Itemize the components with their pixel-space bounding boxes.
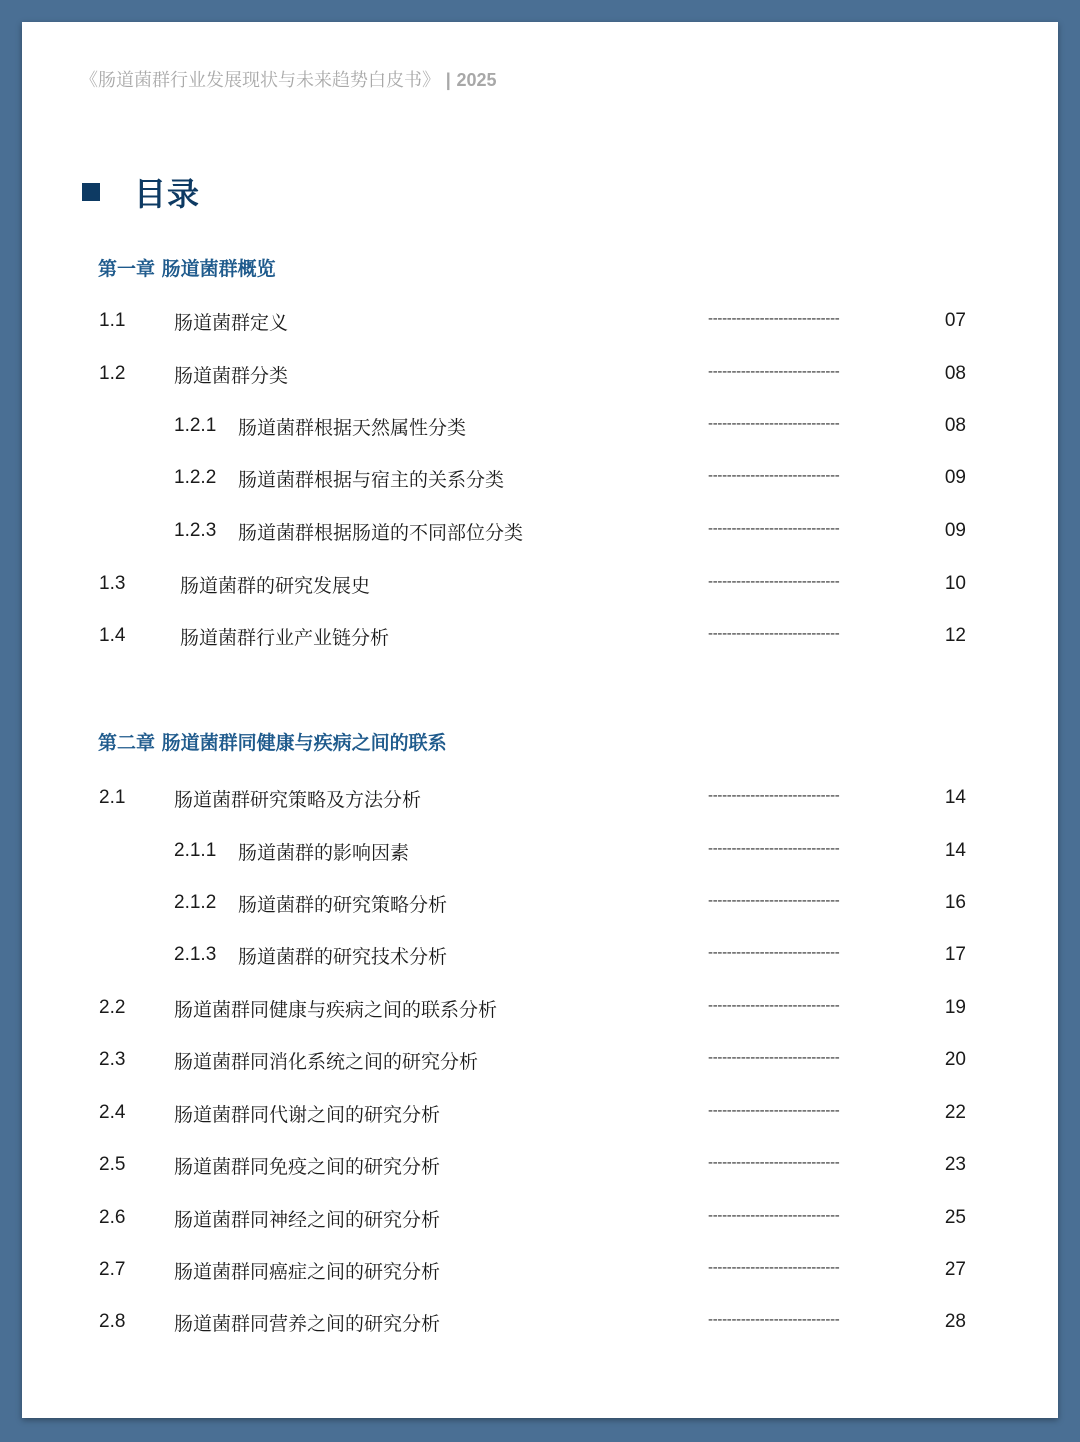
- entry-page-number: 12: [944, 625, 966, 646]
- toc-heading: [82, 170, 200, 214]
- entry-label: 肠道菌群的研究发展史: [180, 575, 371, 597]
- entry-page-number: 14: [944, 840, 966, 861]
- entry-page-number: 19: [944, 997, 966, 1018]
- entry-number: 1.4: [99, 625, 126, 646]
- entry-page-number: 23: [944, 1154, 966, 1175]
- entry-label: 肠道菌群根据天然属性分类: [238, 417, 467, 439]
- entry-label: 肠道菌群的研究技术分析: [238, 946, 448, 968]
- header-doc-title: 《肠道菌群行业发展现状与未来趋势白皮书》: [80, 70, 440, 91]
- dot-leader: ----------------------------: [708, 573, 840, 590]
- entry-page-number: 27: [944, 1259, 966, 1280]
- toc-entry[interactable]: [22, 569, 1058, 601]
- entry-page-number: 16: [944, 892, 966, 913]
- toc-entry[interactable]: [22, 888, 1058, 920]
- entry-label: 肠道菌群的研究策略分析: [238, 894, 448, 916]
- entry-label: 肠道菌群行业产业链分析: [180, 627, 390, 649]
- entry-number: 2.7: [99, 1259, 126, 1280]
- dot-leader: ----------------------------: [708, 1311, 840, 1328]
- chapter-2-title: 第二章 肠道菌群同健康与疾病之间的联系: [98, 732, 447, 754]
- toc-entry[interactable]: [22, 1203, 1058, 1235]
- entry-page-number: 17: [944, 944, 966, 965]
- entry-number: 2.1.3: [174, 944, 217, 965]
- toc-entry[interactable]: [22, 1255, 1058, 1287]
- chapter-1-title: 第一章 肠道菌群概览: [98, 258, 276, 280]
- dot-leader: ----------------------------: [708, 1154, 840, 1171]
- entry-page-number: 09: [944, 467, 966, 488]
- dot-leader: ----------------------------: [708, 310, 840, 327]
- entry-page-number: 25: [944, 1207, 966, 1228]
- entry-label: 肠道菌群同代谢之间的研究分析: [174, 1104, 441, 1126]
- entry-number: 2.8: [99, 1311, 126, 1332]
- toc-entry[interactable]: [22, 1150, 1058, 1182]
- dot-leader: ----------------------------: [708, 363, 840, 380]
- entry-label: 肠道菌群定义: [174, 312, 289, 334]
- running-header: [80, 66, 497, 92]
- entry-label: 肠道菌群同健康与疾病之间的联系分析: [174, 999, 498, 1021]
- entry-number: 2.2: [99, 997, 126, 1018]
- entry-page-number: 08: [944, 415, 966, 436]
- entry-page-number: 14: [944, 787, 966, 808]
- entry-label: 肠道菌群的影响因素: [238, 842, 410, 864]
- toc-entry[interactable]: [22, 993, 1058, 1025]
- toc-entry[interactable]: [22, 359, 1058, 391]
- entry-number: 2.3: [99, 1049, 126, 1070]
- entry-label: 肠道菌群同癌症之间的研究分析: [174, 1261, 441, 1283]
- dot-leader: ----------------------------: [708, 1259, 840, 1276]
- entry-page-number: 28: [944, 1311, 966, 1332]
- entry-page-number: 09: [944, 520, 966, 541]
- entry-page-number: 08: [944, 363, 966, 384]
- entry-page-number: 20: [944, 1049, 966, 1070]
- entry-page-number: 07: [944, 310, 966, 331]
- toc-entry[interactable]: [22, 1098, 1058, 1130]
- entry-number: 2.1.1: [174, 840, 217, 861]
- entry-number: 2.1: [99, 787, 126, 808]
- toc-entry[interactable]: [22, 836, 1058, 868]
- toc-entry[interactable]: [22, 306, 1058, 338]
- entry-number: 2.6: [99, 1207, 126, 1228]
- document-page: [22, 22, 1058, 1418]
- dot-leader: ----------------------------: [708, 787, 840, 804]
- entry-page-number: 22: [944, 1102, 966, 1123]
- toc-entry[interactable]: [22, 621, 1058, 653]
- dot-leader: ----------------------------: [708, 467, 840, 484]
- entry-label: 肠道菌群研究策略及方法分析: [174, 789, 422, 811]
- entry-label: 肠道菌群同免疫之间的研究分析: [174, 1156, 441, 1178]
- dot-leader: ----------------------------: [708, 625, 840, 642]
- entry-number: 2.1.2: [174, 892, 217, 913]
- entry-number: 1.1: [99, 310, 126, 331]
- dot-leader: ----------------------------: [708, 1102, 840, 1119]
- entry-label: 肠道菌群分类: [174, 365, 289, 387]
- entry-page-number: 10: [944, 573, 966, 594]
- entry-number: 1.3: [99, 573, 126, 594]
- dot-leader: ----------------------------: [708, 1207, 840, 1224]
- entry-number: 2.4: [99, 1102, 126, 1123]
- toc-entry[interactable]: [22, 783, 1058, 815]
- entry-label: 肠道菌群根据肠道的不同部位分类: [238, 522, 524, 544]
- entry-number: 1.2.3: [174, 520, 217, 541]
- dot-leader: ----------------------------: [708, 1049, 840, 1066]
- entry-number: 1.2.2: [174, 467, 217, 488]
- toc-title: 目录: [134, 175, 201, 213]
- toc-entry[interactable]: [22, 411, 1058, 443]
- toc-entry[interactable]: [22, 1045, 1058, 1077]
- entry-label: 肠道菌群同营养之间的研究分析: [174, 1313, 441, 1335]
- entry-number: 1.2: [99, 363, 126, 384]
- entry-label: 肠道菌群同消化系统之间的研究分析: [174, 1051, 479, 1073]
- header-separator: |: [445, 70, 451, 90]
- toc-entry[interactable]: [22, 463, 1058, 495]
- square-bullet-icon: [82, 183, 100, 201]
- dot-leader: ----------------------------: [708, 415, 840, 432]
- dot-leader: ----------------------------: [708, 997, 840, 1014]
- entry-number: 2.5: [99, 1154, 126, 1175]
- entry-label: 肠道菌群同神经之间的研究分析: [174, 1209, 441, 1231]
- entry-number: 1.2.1: [174, 415, 217, 436]
- header-year: 2025: [456, 70, 497, 90]
- dot-leader: ----------------------------: [708, 840, 840, 857]
- dot-leader: ----------------------------: [708, 944, 840, 961]
- dot-leader: ----------------------------: [708, 520, 840, 537]
- toc-entry[interactable]: [22, 940, 1058, 972]
- entry-label: 肠道菌群根据与宿主的关系分类: [238, 469, 505, 491]
- toc-entry[interactable]: [22, 516, 1058, 548]
- dot-leader: ----------------------------: [708, 892, 840, 909]
- toc-entry[interactable]: [22, 1307, 1058, 1339]
